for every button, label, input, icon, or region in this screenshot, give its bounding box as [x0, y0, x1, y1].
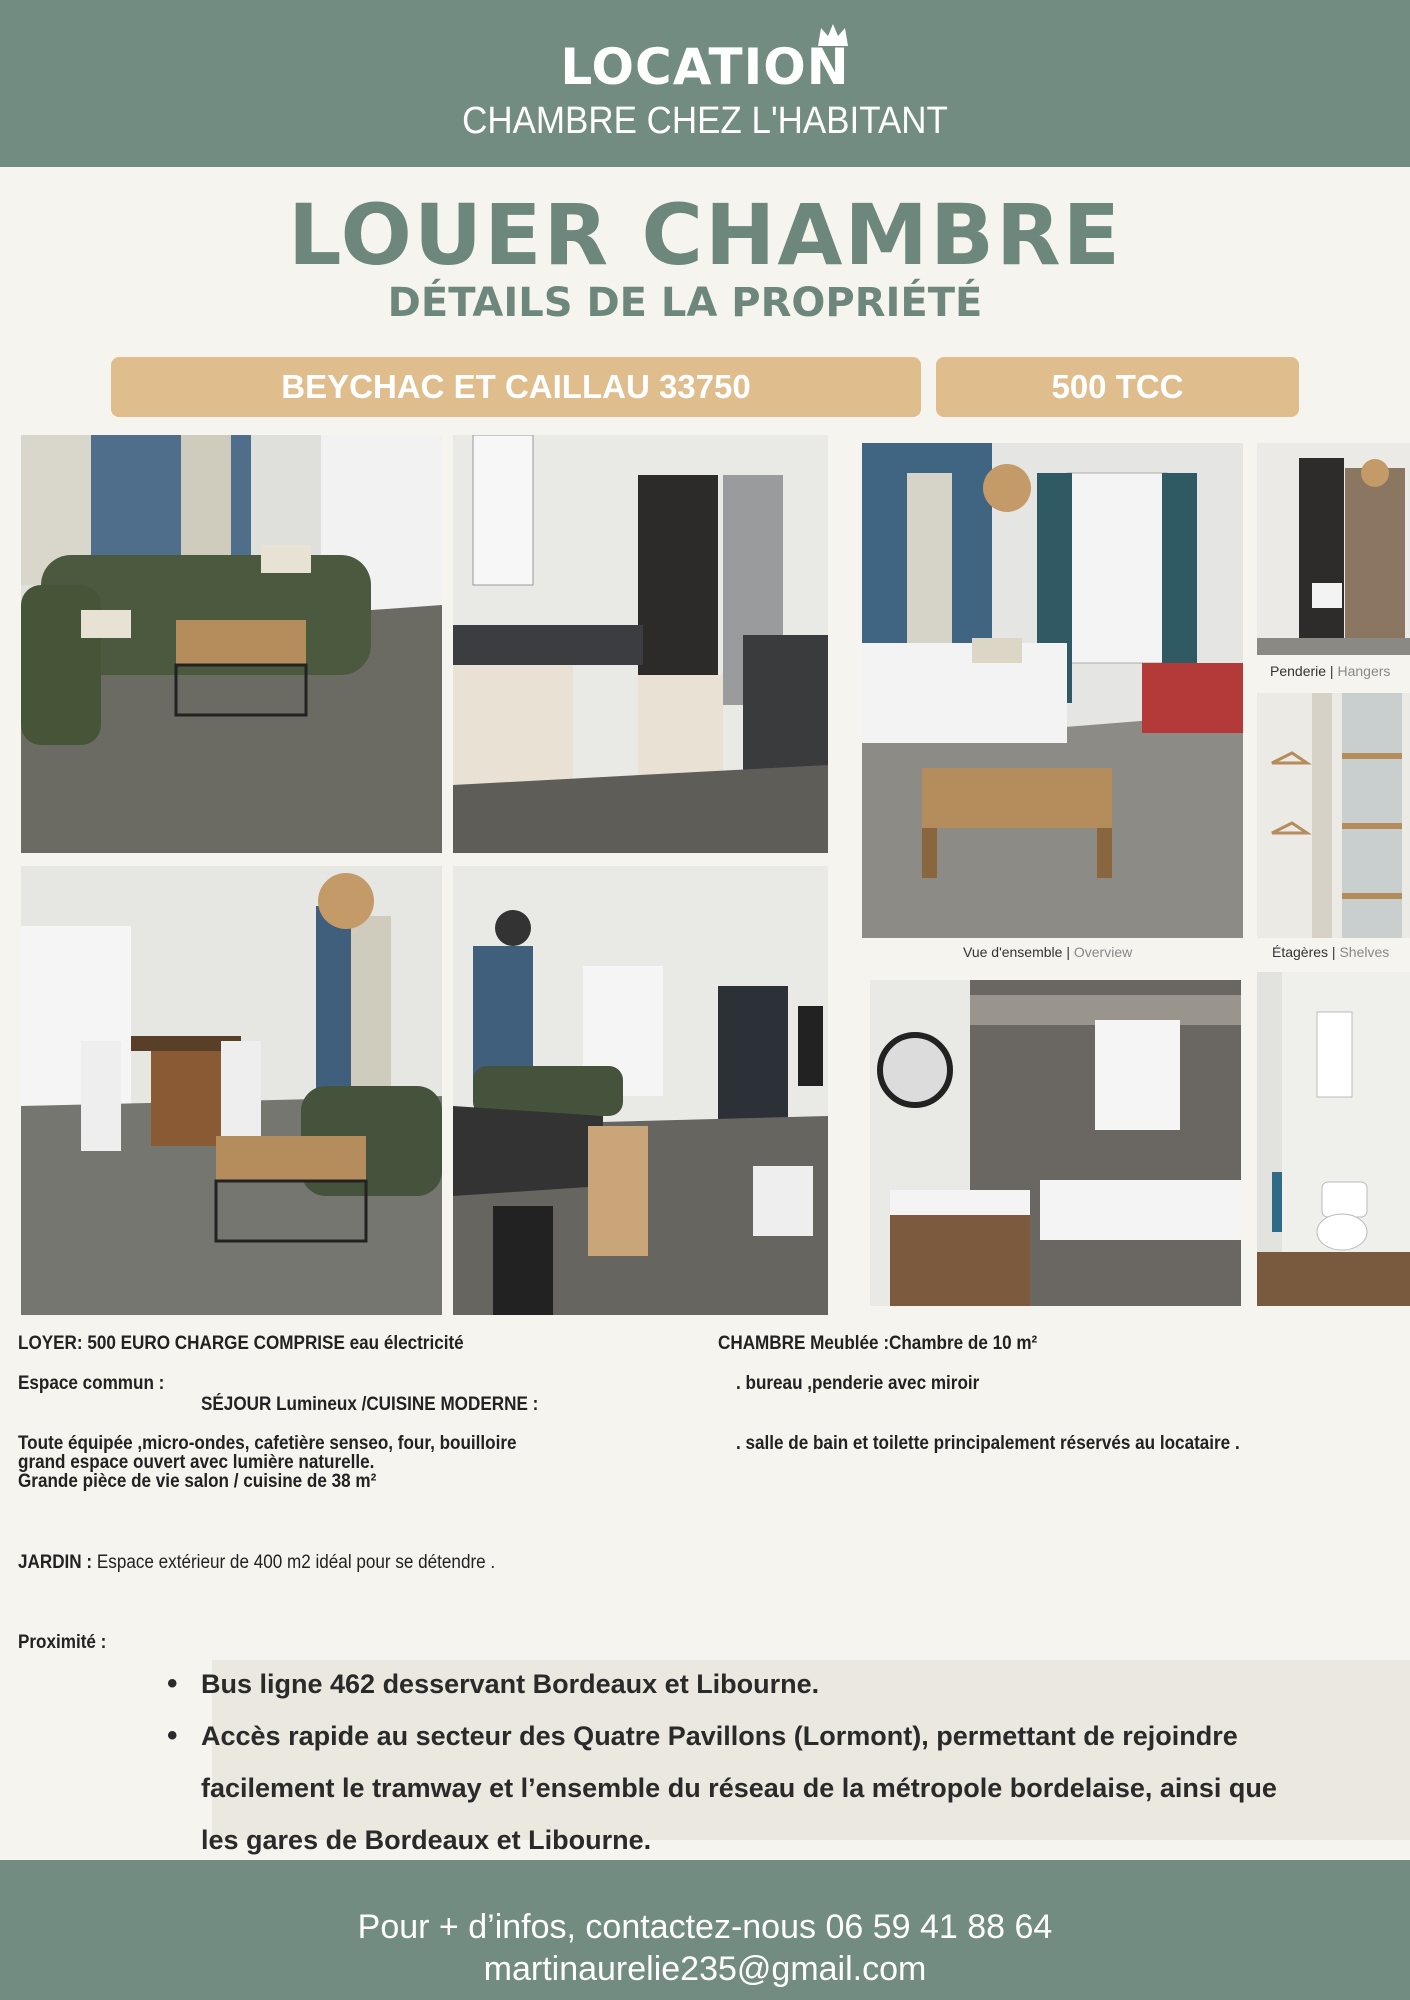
- photo-living-room: [21, 435, 442, 853]
- photo-shelves: [1257, 693, 1410, 938]
- proximity-list: [165, 1658, 1315, 1866]
- brand-title: LOCATION: [560, 38, 850, 96]
- grande-piece-text: Grande pièce de vie salon / cuisine de 38 m²: [18, 1471, 377, 1492]
- header-subtitle: CHAMBRE CHEZ L'HABITANT: [462, 100, 948, 142]
- list-item: • Bus ligne 462 desservant Bordeaux et Libourne.: [165, 1658, 1315, 1710]
- price-badge: 500 TCC: [936, 357, 1299, 417]
- loyer-text: LOYER: 500 EURO CHARGE COMPRISE eau électricité: [18, 1333, 464, 1354]
- espace-commun-label: Espace commun :: [18, 1373, 165, 1394]
- photo-wardrobe: [1257, 443, 1410, 655]
- photo-living-room-door: [453, 866, 828, 1315]
- photo-toilet: [1257, 972, 1410, 1306]
- proximite-label: Proximité :: [18, 1632, 107, 1653]
- contact-email-link[interactable]: martinaurelie235@gmail.com: [483, 1950, 927, 1988]
- footer-banner: [0, 1860, 1410, 2000]
- jardin-label: JARDIN :: [18, 1552, 93, 1573]
- photo-open-space-dining: [21, 866, 442, 1315]
- section-title: DÉTAILS DE LA PROPRIÉTÉ: [387, 280, 983, 326]
- photo-bedroom-overview: [862, 443, 1243, 938]
- page-title: LOUER CHAMBRE: [287, 186, 1123, 284]
- photo-kitchen: [453, 435, 828, 853]
- contact-phone-text: Pour + d’infos, contactez-nous 06 59 41 88 64: [357, 1908, 1053, 1946]
- chambre-text: CHAMBRE Meublée :Chambre de 10 m²: [718, 1333, 1038, 1354]
- list-item: • Accès rapide au secteur des Quatre Pavillons (Lormont), permettant de rejoindre facilement le tramway et l’ensemble du réseau de la métropole bordelaise, ainsi que les gares de Bordeaux et Libourne.: [165, 1710, 1315, 1866]
- caption-overview: Vue d'ensemble | Overview: [963, 944, 1133, 960]
- caption-penderie: Penderie | Hangers: [1270, 663, 1391, 679]
- salle-de-bain-text: . salle de bain et toilette principalement réservés au locataire .: [736, 1433, 1240, 1454]
- jardin-text: [18, 1552, 495, 1574]
- grand-espace-text: grand espace ouvert avec lumière naturelle.: [18, 1452, 375, 1473]
- jardin-description: Espace extérieur de 400 m2 idéal pour se détendre .: [92, 1552, 496, 1573]
- bureau-text: . bureau ,penderie avec miroir: [736, 1373, 980, 1394]
- location-badge: BEYCHAC ET CAILLAU 33750: [111, 357, 921, 417]
- photo-bathroom: [870, 980, 1241, 1306]
- caption-etageres: Étagères | Shelves: [1272, 944, 1390, 960]
- equipee-text: Toute équipée ,micro-ondes, cafetière senseo, four, bouilloire: [18, 1433, 517, 1454]
- header-banner: [0, 0, 1410, 167]
- sejour-text: SÉJOUR Lumineux /CUISINE MODERNE :: [201, 1394, 539, 1415]
